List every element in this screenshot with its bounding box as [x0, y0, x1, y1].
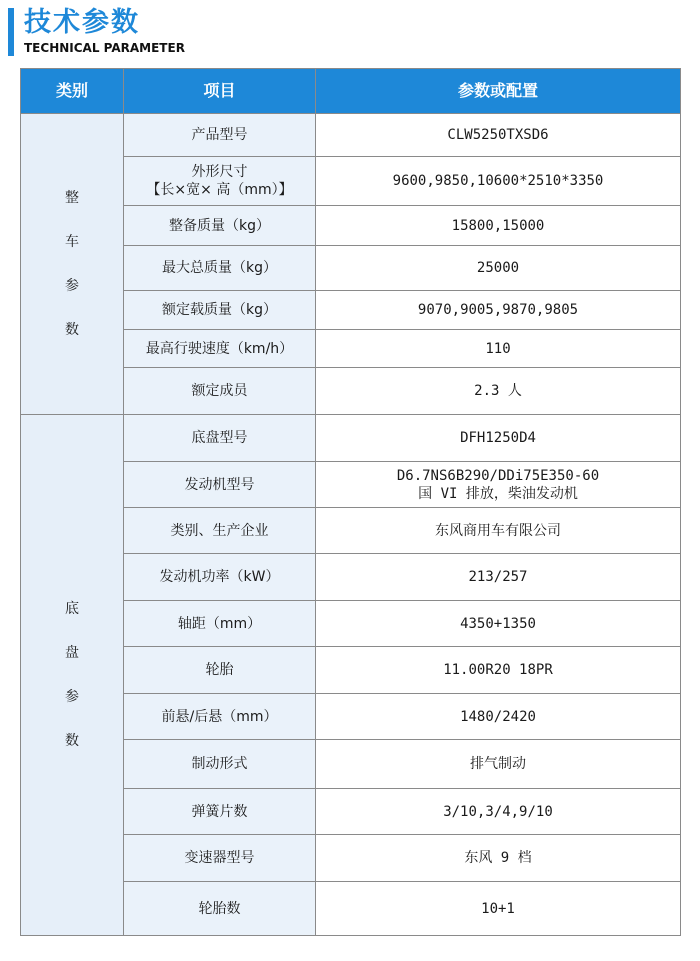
- value-cell: [316, 882, 681, 936]
- item-label: 轮胎数: [198, 900, 241, 917]
- item-label: 【长×宽× 高（mm）】: [146, 182, 293, 198]
- item-label: 外形尺寸: [191, 164, 248, 180]
- item-cell: [124, 740, 316, 789]
- table-body: [21, 114, 681, 936]
- value-text: 排气制动: [470, 756, 526, 772]
- value-text: 国 VI 排放，柴油发动机: [418, 485, 578, 502]
- item-cell: [124, 835, 316, 882]
- value-cell: [316, 601, 681, 647]
- value-cell: [316, 789, 681, 835]
- value-text: CLW5250TXSD6: [447, 127, 549, 143]
- value-cell: [316, 835, 681, 882]
- item-label: 发动机功率（kW）: [159, 569, 280, 585]
- value-cell: [316, 206, 681, 246]
- item-cell: [124, 368, 316, 415]
- value-text: 东风 9 档: [464, 850, 532, 866]
- value-cell: [316, 368, 681, 415]
- value-cell: [316, 330, 681, 368]
- value-text: 110: [485, 340, 511, 357]
- category-label-char: 车: [65, 234, 79, 250]
- item-cell: [124, 157, 316, 206]
- value-cell: [316, 462, 681, 508]
- spec-table: [20, 68, 681, 936]
- value-text: 15800,15000: [451, 217, 545, 234]
- item-label: 底盘型号: [191, 430, 248, 446]
- category-cell: [21, 415, 124, 936]
- value-text: 东风商用车有限公司: [435, 522, 561, 539]
- item-cell: [124, 114, 316, 157]
- item-cell: [124, 694, 316, 740]
- item-label: 最大总质量（kg）: [162, 260, 277, 276]
- category-cell: [21, 114, 124, 415]
- category-label-char: 盘: [65, 645, 79, 661]
- category-label-char: 底: [65, 601, 79, 617]
- item-cell: [124, 330, 316, 368]
- item-label: 制动形式: [191, 756, 248, 772]
- table-row: [21, 114, 681, 157]
- item-cell: [124, 415, 316, 462]
- category-label-char: 数: [65, 733, 79, 749]
- value-cell: [316, 508, 681, 554]
- item-label: 轴距（mm）: [177, 615, 262, 632]
- item-label: 弹簧片数: [191, 803, 248, 820]
- value-cell: [316, 291, 681, 330]
- column-header-item: 项目: [124, 69, 316, 114]
- page-title: 技术参数: [24, 7, 140, 38]
- value-text: 10+1: [481, 900, 515, 917]
- column-header-value: 参数或配置: [316, 69, 681, 114]
- item-cell: [124, 789, 316, 835]
- item-cell: [124, 206, 316, 246]
- item-cell: [124, 554, 316, 601]
- item-cell: [124, 508, 316, 554]
- item-cell: [124, 291, 316, 330]
- item-cell: [124, 462, 316, 508]
- value-cell: [316, 647, 681, 694]
- category-label-char: 整: [65, 190, 79, 206]
- item-label: 最高行驶速度（km/h）: [145, 340, 294, 357]
- item-label: 轮胎: [205, 662, 234, 678]
- value-cell: [316, 740, 681, 789]
- value-text: 4350+1350: [460, 615, 536, 632]
- item-label: 额定成员: [191, 383, 248, 399]
- value-text: 1480/2420: [460, 708, 536, 725]
- value-text: 213/257: [468, 569, 528, 585]
- value-cell: [316, 554, 681, 601]
- column-header-category: 类别: [21, 69, 124, 114]
- value-text: D6.7NS6B290/DDi75E350-60: [396, 467, 600, 484]
- item-label: 前悬/后悬（mm）: [161, 708, 278, 725]
- category-label-char: 数: [65, 322, 79, 338]
- item-cell: [124, 647, 316, 694]
- item-cell: [124, 882, 316, 936]
- item-label: 类别、生产企业: [170, 522, 269, 539]
- value-text: 3/10,3/4,9/10: [443, 803, 553, 820]
- title-accent-bar: [8, 8, 14, 56]
- value-text: DFH1250D4: [460, 430, 536, 446]
- page-header: [8, 6, 408, 56]
- value-text: 25000: [476, 260, 520, 276]
- value-cell: [316, 114, 681, 157]
- value-text: 2.3 人: [474, 383, 522, 399]
- table-header-row: [21, 69, 681, 114]
- value-cell: [316, 694, 681, 740]
- item-label: 发动机型号: [184, 476, 255, 493]
- value-cell: [316, 246, 681, 291]
- value-text: 9600,9850,10600*2510*3350: [392, 173, 604, 189]
- item-label: 额定载质量（kg）: [162, 302, 277, 318]
- item-label: 产品型号: [191, 127, 248, 143]
- value-text: 11.00R20 18PR: [443, 662, 553, 678]
- page-subtitle: TECHNICAL PARAMETER: [24, 41, 185, 55]
- value-cell: [316, 157, 681, 206]
- item-cell: [124, 601, 316, 647]
- item-cell: [124, 246, 316, 291]
- category-label-char: 参: [65, 278, 79, 294]
- category-label-char: 参: [65, 689, 79, 705]
- value-cell: [316, 415, 681, 462]
- item-label: 变速器型号: [184, 850, 255, 866]
- value-text: 9070,9005,9870,9805: [417, 302, 579, 318]
- item-label: 整备质量（kg）: [169, 217, 270, 234]
- table-row: [21, 415, 681, 462]
